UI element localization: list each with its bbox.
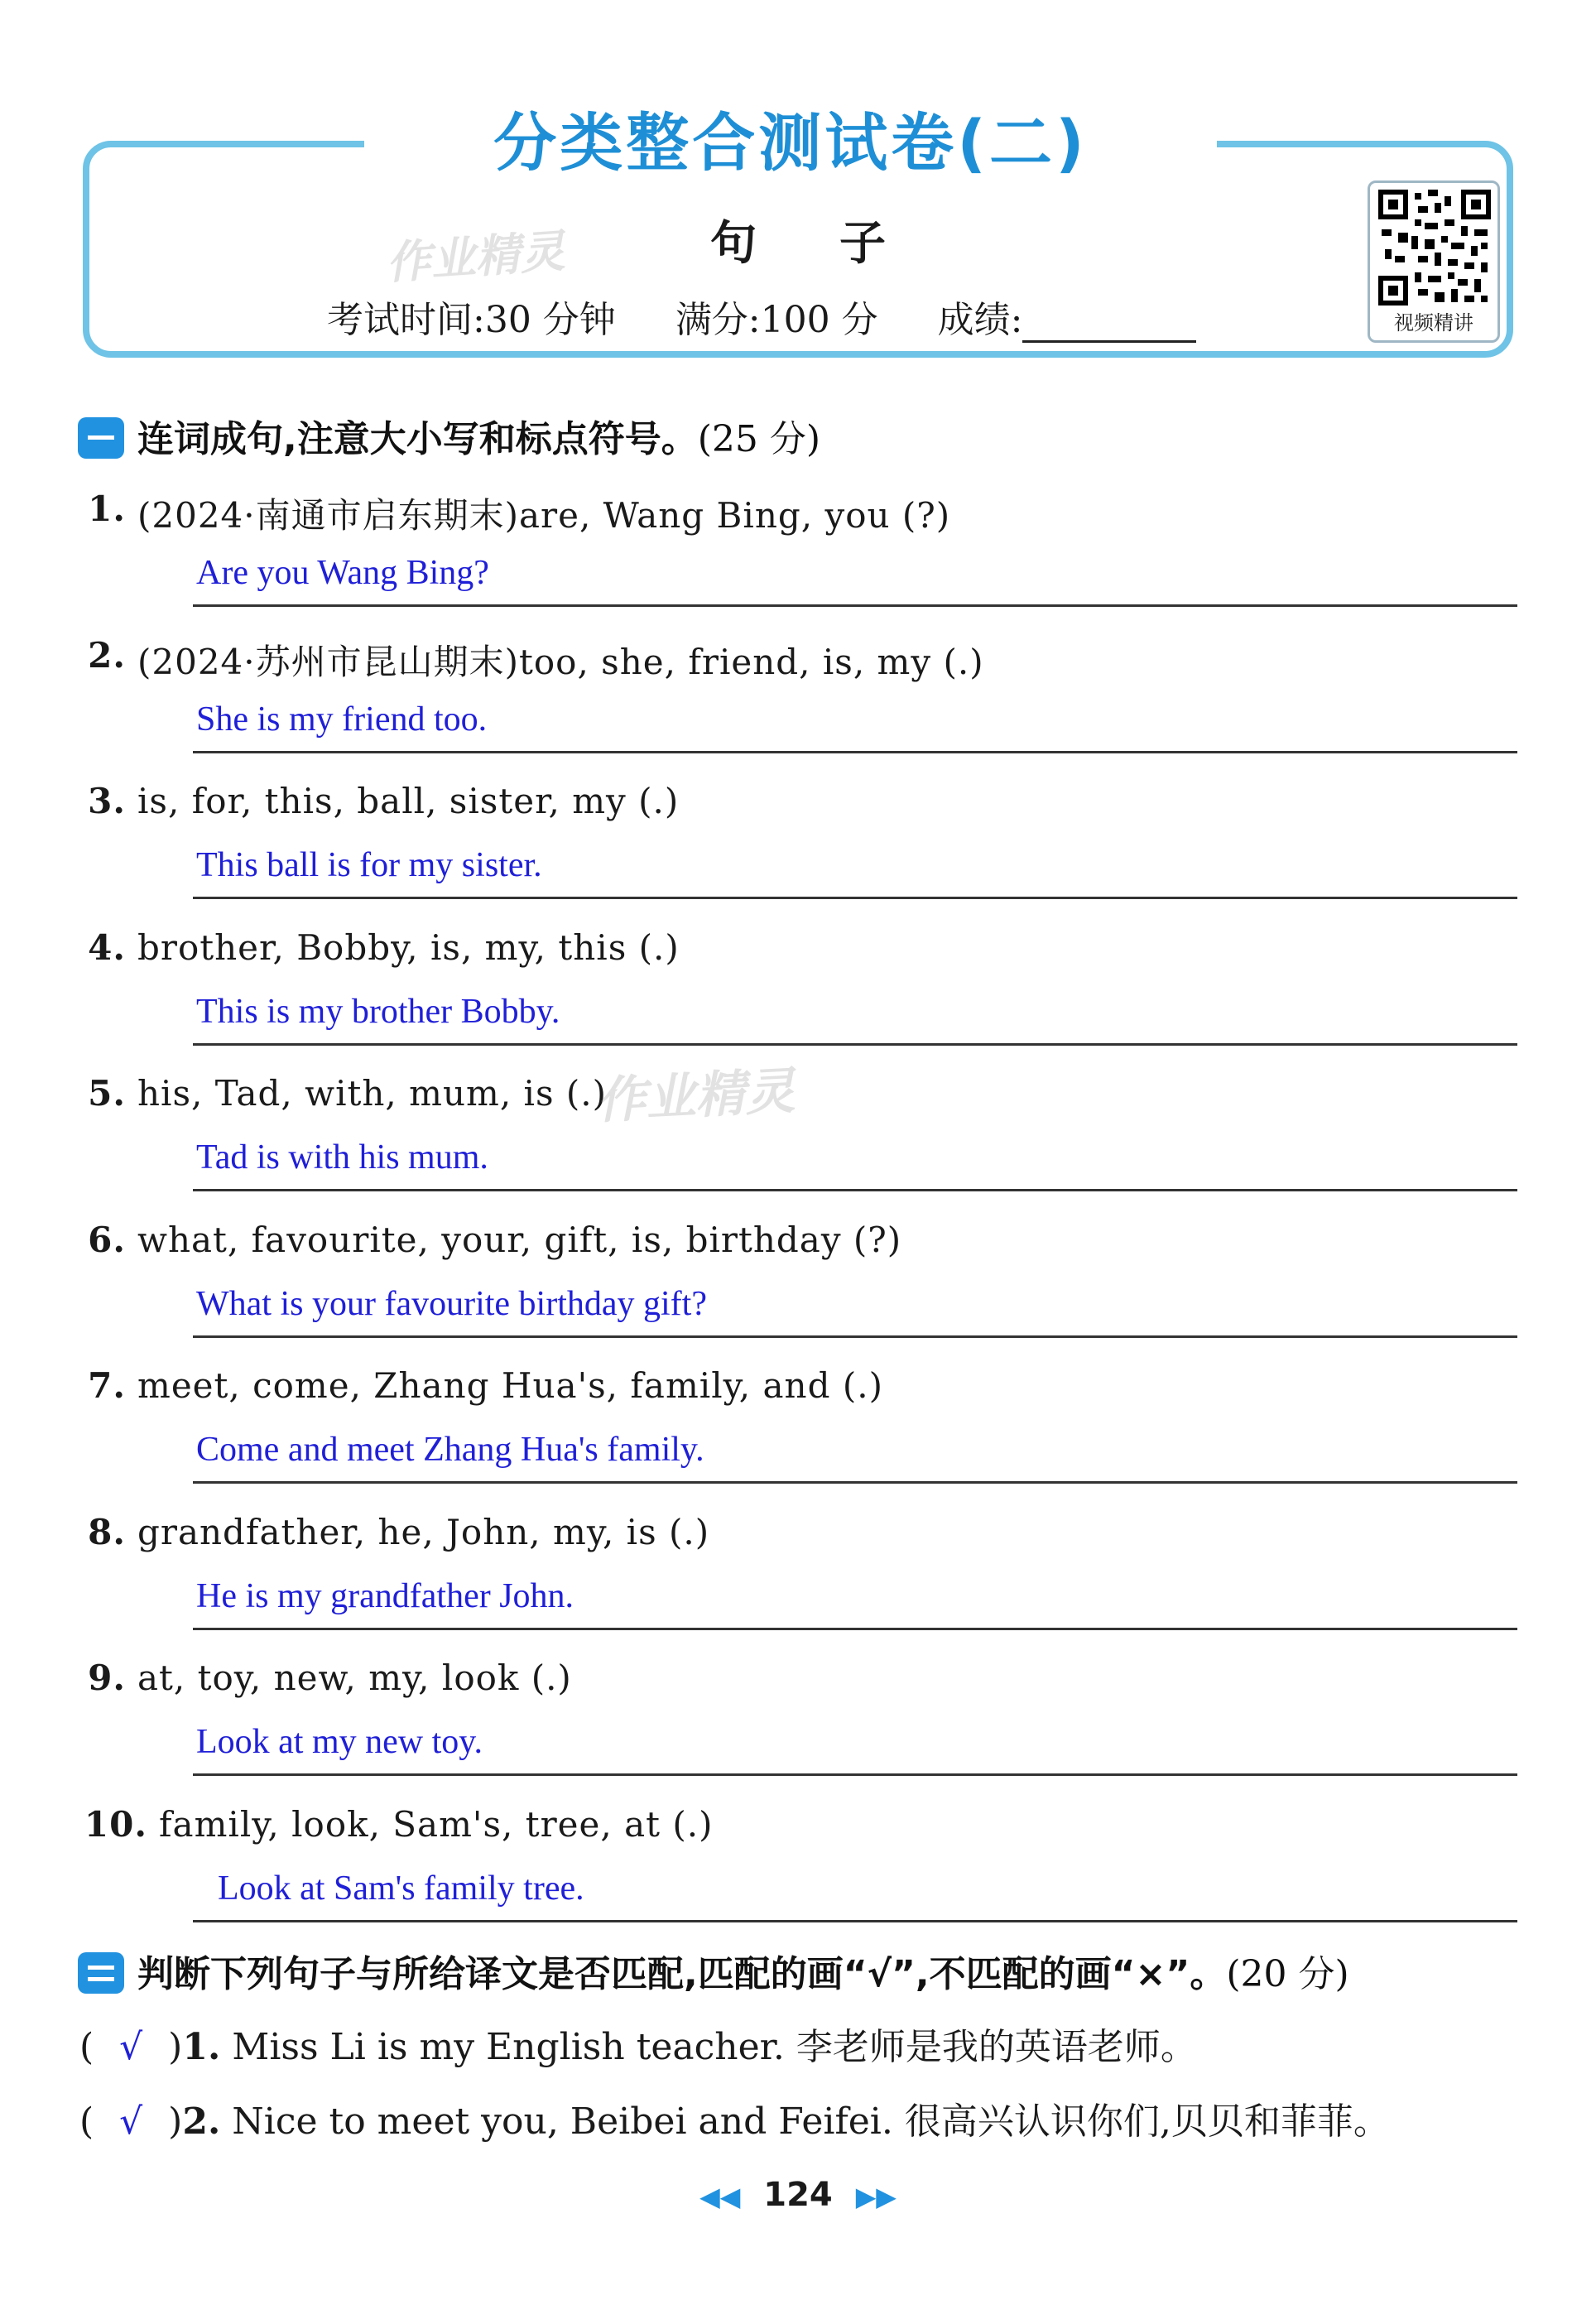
question-words: what, favourite, your, gift, is, birthday (?)	[137, 1220, 902, 1260]
question-prompt	[88, 1073, 607, 1114]
judge-item: ( √ )2. Nice to meet you, Beibei and Feifei. 很高兴认识你们,贝贝和菲菲。	[79, 2100, 1390, 2143]
section-2-number-icon	[78, 1952, 124, 1994]
answer-line	[193, 897, 1517, 899]
section-2-heading	[78, 1944, 1349, 1997]
section-1-points: (25 分)	[697, 418, 821, 460]
answer-input[interactable]: This ball is for my sister.	[196, 846, 542, 884]
grade-blank	[1022, 310, 1196, 343]
question-prompt	[88, 1365, 883, 1406]
answer-line	[193, 1920, 1517, 1922]
answer-input[interactable]: Look at my new toy.	[196, 1723, 483, 1761]
question-prompt	[88, 1220, 902, 1260]
answer-line	[193, 1043, 1517, 1046]
answer-input[interactable]: She is my friend too.	[196, 700, 488, 739]
page-footer	[0, 2176, 1596, 2214]
qr-code-icon	[1378, 190, 1491, 306]
grade-label: 成绩:	[937, 299, 1023, 341]
answer-input[interactable]: Look at Sam's family tree.	[218, 1869, 584, 1908]
page-subtitle: 句子	[710, 216, 969, 271]
answer-line	[193, 1481, 1517, 1484]
question-words: family, look, Sam's, tree, at (.)	[159, 1804, 714, 1845]
question-number: 5.	[88, 1073, 126, 1114]
answer-line	[193, 1335, 1517, 1338]
answer-input[interactable]: Are you Wang Bing?	[196, 554, 489, 592]
judge-answer-mark[interactable]: √	[119, 2100, 143, 2143]
question-number: 9.	[88, 1658, 126, 1698]
exam-time: 考试时间:30 分钟	[327, 299, 616, 341]
next-arrows-icon: ▶▶	[855, 2181, 897, 2212]
question-prompt	[88, 635, 984, 685]
answer-input[interactable]: What is your favourite birthday gift?	[196, 1285, 707, 1323]
question-number: 1.	[88, 488, 126, 529]
section-2-points: (20 分)	[1226, 1953, 1349, 1995]
question-number: 10.	[84, 1804, 147, 1845]
question-words: at, toy, new, my, look (.)	[137, 1658, 572, 1698]
answer-line	[193, 1628, 1517, 1630]
answer-input[interactable]: Tad is with his mum.	[196, 1138, 488, 1176]
answer-line	[193, 1189, 1517, 1191]
answer-line	[193, 751, 1517, 753]
question-words: his, Tad, with, mum, is (.)	[137, 1073, 607, 1114]
title-container	[364, 98, 1217, 189]
page-number: 124	[763, 2176, 833, 2214]
qr-code-box[interactable]	[1368, 180, 1500, 343]
question-number: 8.	[88, 1512, 126, 1552]
question-words: (2024·南通市启东期末)are, Wang Bing, you (?)	[137, 495, 951, 536]
question-prompt	[88, 927, 680, 968]
question-words: meet, come, Zhang Hua's, family, and (.)	[137, 1365, 883, 1406]
question-words: (2024·苏州市昆山期末)too, she, friend, is, my (.)	[137, 642, 984, 682]
full-score: 满分:100 分	[675, 299, 878, 341]
section-2-title: 判断下列句子与所给译文是否匹配,匹配的画“√”,不匹配的画“×”。	[137, 1953, 1227, 1995]
question-words: brother, Bobby, is, my, this (.)	[137, 927, 680, 968]
question-number: 7.	[88, 1365, 126, 1406]
question-number: 2.	[88, 635, 126, 676]
question-prompt	[88, 488, 951, 538]
section-1-number-icon	[78, 417, 124, 459]
prev-arrows-icon: ◀◀	[699, 2181, 741, 2212]
question-prompt	[88, 1512, 710, 1552]
exam-info	[327, 290, 1244, 343]
question-prompt	[88, 781, 680, 821]
question-words: grandfather, he, John, my, is (.)	[137, 1512, 710, 1552]
answer-input[interactable]: He is my grandfather John.	[196, 1577, 574, 1615]
question-prompt	[84, 1804, 714, 1845]
answer-input[interactable]: Come and meet Zhang Hua's family.	[196, 1431, 704, 1469]
question-number: 6.	[88, 1220, 126, 1260]
watermark: 作业精灵	[594, 1061, 796, 1131]
qr-label: 视频精讲	[1394, 311, 1473, 334]
question-number: 3.	[88, 781, 126, 821]
answer-line	[193, 1773, 1517, 1776]
answer-input[interactable]: This is my brother Bobby.	[196, 993, 560, 1031]
page-title: 分类整合测试卷(二)	[493, 106, 1088, 180]
judge-number: 2.	[182, 2100, 221, 2143]
judge-number: 1.	[182, 2026, 221, 2068]
section-1-title: 连词成句,注意大小写和标点符号。	[137, 418, 698, 460]
answer-line	[193, 604, 1517, 607]
judge-text: Nice to meet you, Beibei and Feifei. 很高兴认识你们,贝贝和菲菲。	[232, 2100, 1390, 2143]
judge-item: ( √ )1. Miss Li is my English teacher. 李老师是我的英语老师。	[79, 2026, 1197, 2068]
judge-text: Miss Li is my English teacher. 李老师是我的英语老师。	[232, 2026, 1197, 2068]
section-1-heading	[78, 409, 820, 462]
judge-answer-mark[interactable]: √	[119, 2026, 143, 2068]
question-number: 4.	[88, 927, 126, 968]
question-prompt	[88, 1658, 572, 1698]
watermark: 作业精灵	[384, 224, 567, 290]
question-words: is, for, this, ball, sister, my (.)	[137, 781, 680, 821]
